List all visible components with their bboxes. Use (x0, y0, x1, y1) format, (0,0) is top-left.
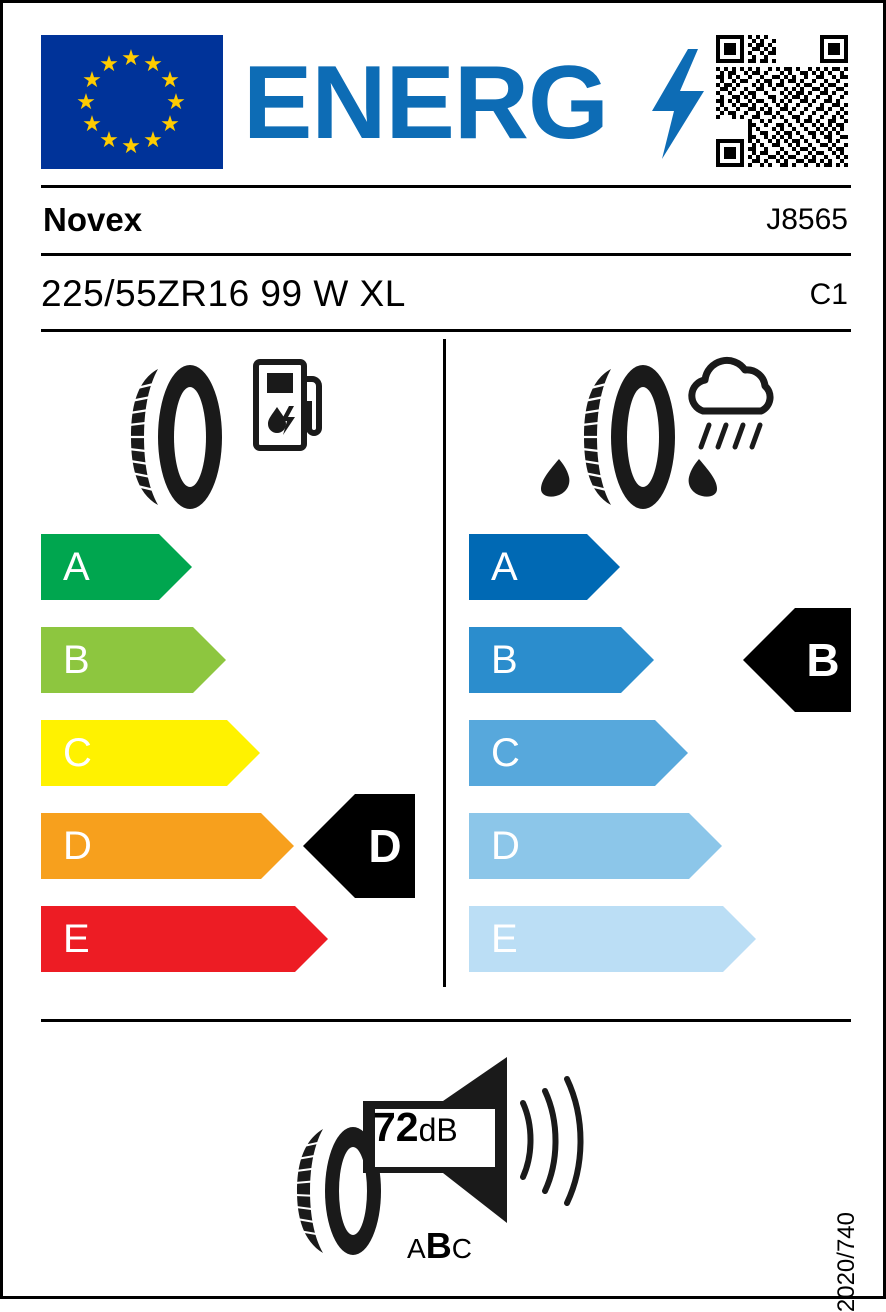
grade-letter: D (491, 824, 520, 868)
noise-db-number: 72 (373, 1104, 419, 1150)
grade-letter: D (63, 824, 92, 868)
column-divider (443, 339, 446, 987)
grade-letter: C (491, 731, 520, 775)
wet-grade-e (469, 906, 723, 972)
grade-bar (41, 627, 193, 693)
grade-arrow-tip (587, 534, 620, 600)
water-splash-icon (539, 455, 579, 504)
fuel-grade-a (41, 534, 159, 600)
tyre-icon (128, 359, 243, 520)
noise-value (373, 1104, 458, 1151)
grade-bar (41, 813, 261, 879)
grade-bar (469, 534, 587, 600)
selected-grade-box (355, 794, 415, 898)
lightning-bolt-icon (648, 49, 708, 159)
grade-arrow-tip (261, 813, 294, 879)
divider (41, 253, 851, 256)
wet-grade-b (469, 627, 621, 693)
grade-bar (469, 720, 655, 786)
eu-flag-icon: ★ ★ ★ ★ ★ ★ ★ ★ ★ ★ ★ ★ (41, 35, 223, 169)
grade-letter: A (63, 545, 90, 589)
grade-letter: C (63, 731, 92, 775)
tyre-class: C1 (809, 278, 848, 311)
noise-db-unit: dB (418, 1112, 458, 1148)
grade-arrow-tip (655, 720, 688, 786)
grade-letter: A (491, 545, 518, 589)
wet-grade-a (469, 534, 587, 600)
grade-letter: E (63, 917, 90, 961)
noise-class-c: C (451, 1233, 472, 1264)
wet-grade-c (469, 720, 655, 786)
page-title: ENERG (243, 45, 608, 161)
divider (41, 1019, 851, 1022)
grade-bar (41, 720, 227, 786)
grade-letter: B (491, 638, 518, 682)
regulation-year: 2020/740 (833, 1212, 860, 1312)
grade-arrow-tip (295, 906, 328, 972)
selected-grade-pointer (743, 608, 795, 712)
selected-grade-letter: B (806, 634, 840, 686)
fuel-grade-b (41, 627, 193, 693)
fuel-grade-c (41, 720, 227, 786)
grade-bar (469, 627, 621, 693)
fuel-grade-e (41, 906, 295, 972)
noise-class-row (407, 1225, 472, 1267)
wet-grade-d (469, 813, 689, 879)
grade-bar (41, 534, 159, 600)
fuel-pump-icon (253, 359, 325, 456)
grade-letter: B (63, 638, 90, 682)
grade-bar (469, 813, 689, 879)
noise-class-b: B (425, 1225, 452, 1266)
divider (41, 329, 851, 332)
selected-grade-box (795, 608, 851, 712)
grade-arrow-tip (621, 627, 654, 693)
grade-arrow-tip (159, 534, 192, 600)
grade-bar (41, 906, 295, 972)
selected-grade-letter: D (368, 820, 402, 872)
grade-arrow-tip (689, 813, 722, 879)
tyre-size: 225/55ZR16 99 W XL (41, 273, 406, 314)
grade-letter: E (491, 917, 518, 961)
selected-grade-pointer (303, 794, 355, 898)
wet-grip-selected (795, 608, 851, 712)
fuel-efficiency-selected (355, 794, 415, 898)
grade-arrow-tip (227, 720, 260, 786)
qr-code-icon (716, 35, 848, 167)
grade-bar (469, 906, 723, 972)
divider (41, 185, 851, 188)
brand-name: Novex (43, 201, 143, 238)
fuel-grade-d (41, 813, 261, 879)
label-code: J8565 (766, 203, 848, 236)
rain-cloud-icon (679, 353, 781, 478)
noise-class-a: A (407, 1233, 426, 1264)
grade-arrow-tip (193, 627, 226, 693)
grade-arrow-tip (723, 906, 756, 972)
